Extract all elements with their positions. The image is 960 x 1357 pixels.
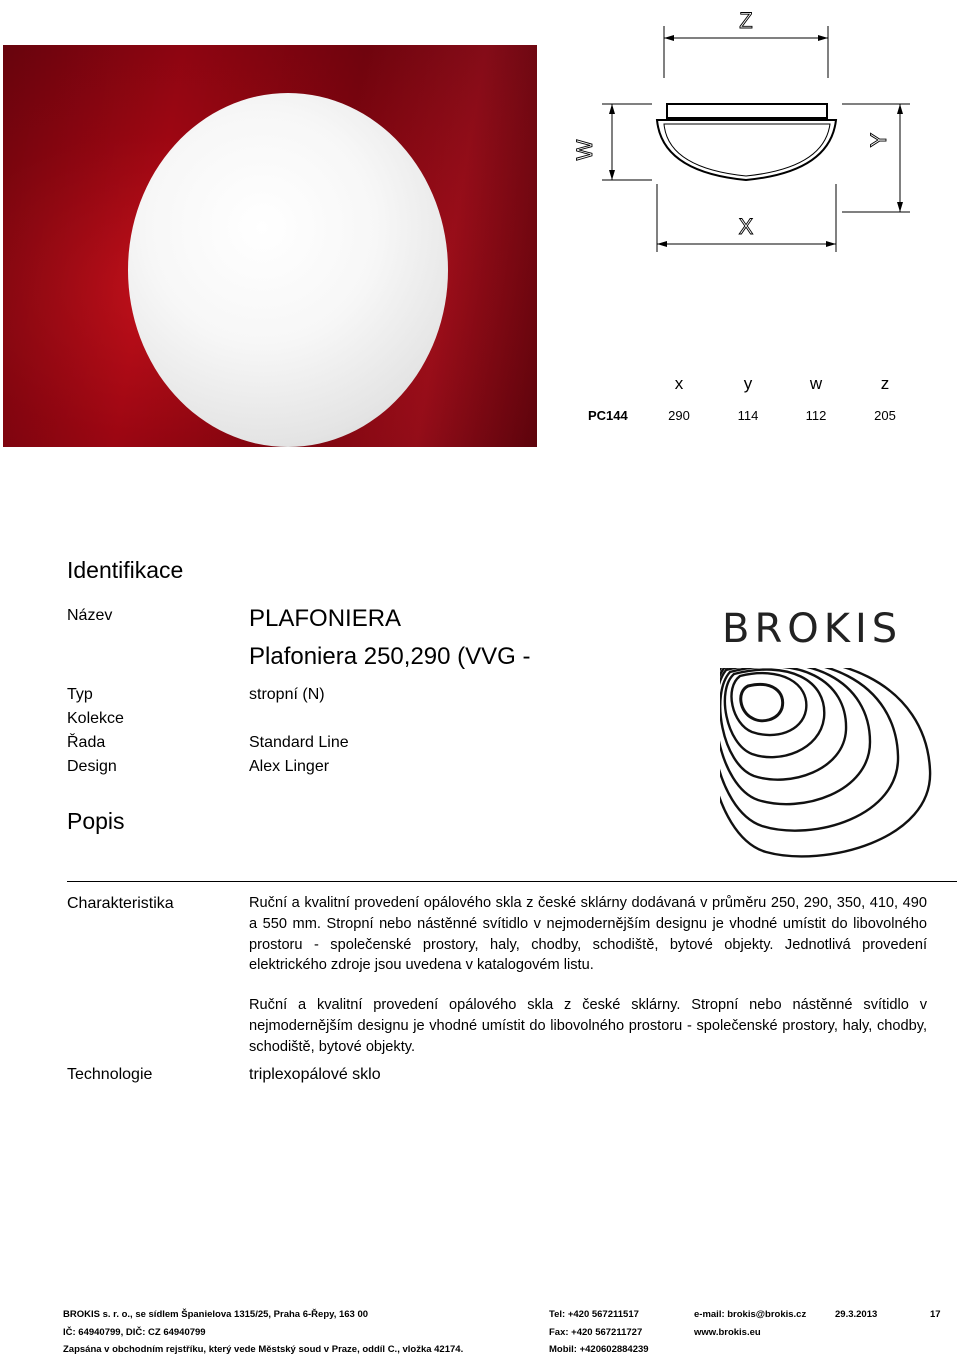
characteristics-label: Charakteristika xyxy=(67,895,174,912)
product-code: PC144 xyxy=(588,408,628,423)
dim-value-z: 205 xyxy=(874,408,896,423)
footer-fax: Fax: +420 567211727 xyxy=(549,1327,643,1338)
dim-header-z: z xyxy=(880,374,890,393)
dim-value-x: 290 xyxy=(668,408,690,423)
section-divider xyxy=(67,881,957,882)
brokis-logo-icon xyxy=(720,668,960,863)
footer-mobil: Mobil: +420602884239 xyxy=(549,1344,649,1355)
technology-value: triplexopálové sklo xyxy=(249,1066,381,1083)
footer-date: 29.3.2013 xyxy=(835,1309,878,1320)
product-name: PLAFONIERA xyxy=(249,605,402,632)
dim-header-w: w xyxy=(809,374,823,393)
product-photo xyxy=(3,45,537,447)
dim-value-y: 114 xyxy=(737,408,759,423)
x-label: X xyxy=(738,214,754,239)
footer-page-number: 17 xyxy=(930,1309,941,1320)
product-subname: Plafoniera 250,290 (VVG - xyxy=(249,643,531,670)
footer-tel: Tel: +420 567211517 xyxy=(549,1309,639,1320)
opal-globe-lamp xyxy=(128,93,448,447)
identification-heading: Identifikace xyxy=(67,557,184,583)
footer-ids: IČ: 64940799, DIČ: CZ 64940799 xyxy=(63,1327,206,1338)
design-label: Design xyxy=(67,758,117,775)
dim-header-x: x xyxy=(674,374,684,393)
w-label: W xyxy=(572,139,597,161)
dimension-diagram xyxy=(560,0,960,260)
name-label: Název xyxy=(67,607,113,624)
footer-email[interactable]: e-mail: brokis@brokis.cz xyxy=(694,1309,807,1320)
series-value: Standard Line xyxy=(249,734,349,751)
type-label: Typ xyxy=(67,686,93,703)
z-label: Z xyxy=(739,8,753,33)
series-label: Řada xyxy=(67,734,106,751)
brokis-logo-text: BROKIS xyxy=(722,606,903,652)
description-heading: Popis xyxy=(67,808,125,834)
footer-web[interactable]: www.brokis.eu xyxy=(694,1327,761,1338)
dim-value-w: 112 xyxy=(805,408,827,423)
type-value: stropní (N) xyxy=(249,686,325,703)
footer-registry: Zapsána v obchodním rejstříku, který vede Městský soud v Praze, oddíl C., vložka 42174. xyxy=(63,1344,464,1355)
y-label: Y xyxy=(866,132,891,148)
second-description-text: Ruční a kvalitní provedení opálového skla z české sklárny. Stropní nebo nástěnné svítidlo v nejmodernějším designu je vhodné umístit do libovolného prostoru - společenské prostory, haly, chodby, schodiště, bytové objekty. xyxy=(249,997,927,1055)
dim-header-y: y xyxy=(743,374,753,393)
collection-label: Kolekce xyxy=(67,710,124,727)
technology-label: Technologie xyxy=(67,1066,153,1083)
design-value: Alex Linger xyxy=(249,758,330,775)
characteristics-text: Ruční a kvalitní provedení opálového skla z české sklárny dodávaná v průměru 250, 290, 350, 410, 490 a 550 mm. Stropní nebo nástěnné svítidlo v nejmodernějším designu je vhodné umístit do libovolného prostoru - společenské prostory, haly, chodby, schodiště, bytové objekty. Jednotlivá provedení elektrického zdroje jsou uvedena v katalogovém listu. xyxy=(249,895,927,974)
footer-company: BROKIS s. r. o., se sídlem Španielova 1315/25, Praha 6-Řepy, 163 00 xyxy=(63,1309,369,1320)
